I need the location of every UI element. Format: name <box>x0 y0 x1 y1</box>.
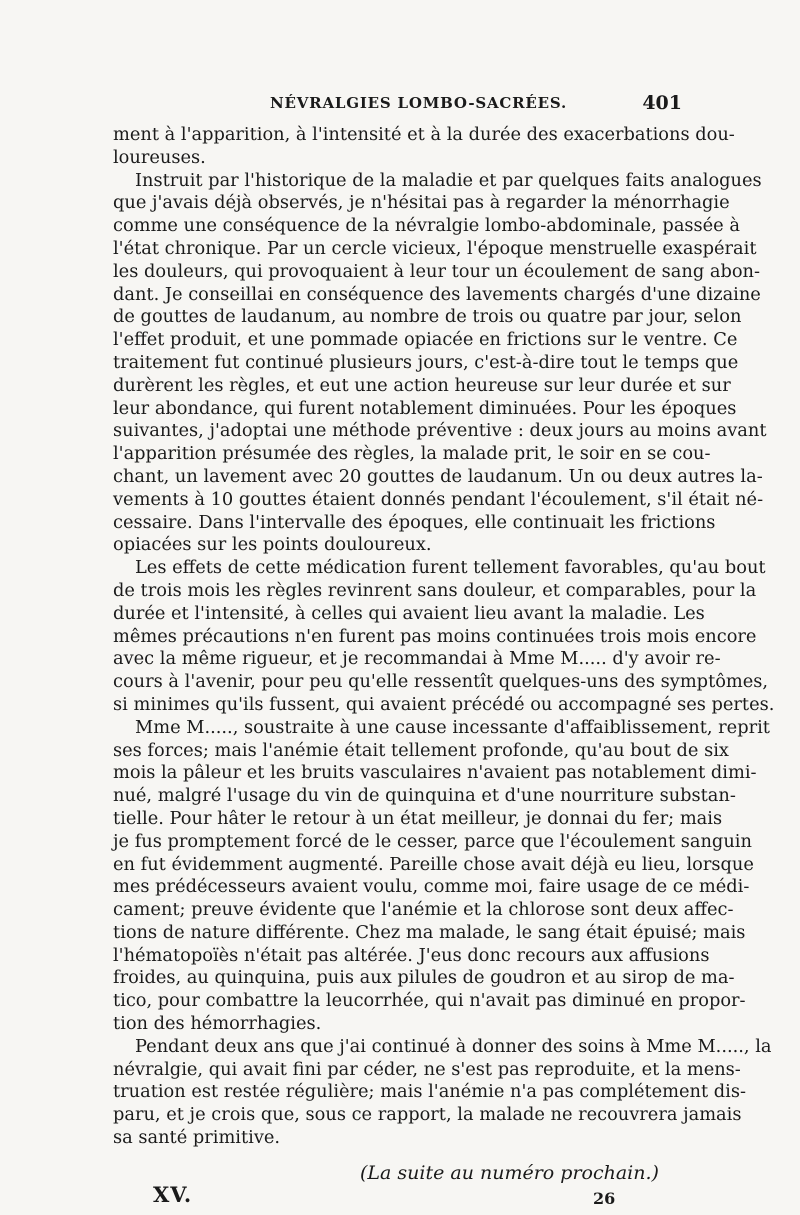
text-line: froides, au quinquina, puis aux pilules de goudron et au sirop de ma- <box>113 967 735 989</box>
text-line: l'apparition présumée des règles, la malade prit, le soir en se cou- <box>113 443 711 465</box>
text-line: comme une conséquence de la névralgie lombo-abdominale, passée à <box>113 215 740 237</box>
text-line: cessaire. Dans l'intervalle des époques, elle continuait les frictions <box>113 511 716 533</box>
running-head: NÉVRALGIES LOMBO-SACRÉES. <box>270 94 568 112</box>
continuation-note: (La suite au numéro prochain.) <box>360 1162 659 1184</box>
text-line: dant. Je conseillai en conséquence des lavements chargés d'une dizaine <box>113 283 761 305</box>
text-line: leur abondance, qui furent notablement diminuées. Pour les époques <box>113 397 737 419</box>
text-line: tion des hémorrhagies. <box>113 1013 322 1035</box>
text-line: tions de nature différente. Chez ma malade, le sang était épuisé; mais <box>113 921 746 943</box>
text-line: mêmes précautions n'en furent pas moins continuées trois mois encore <box>113 625 757 647</box>
text-line: truation est restée régulière; mais l'anémie n'a pas complétement dis- <box>113 1081 746 1103</box>
text-line: cament; preuve évidente que l'anémie et la chlorose sont deux affec- <box>113 899 734 921</box>
text-line: mois la pâleur et les bruits vasculaires n'avaient pas notablement dimi- <box>113 762 757 784</box>
text-line: paru, et je crois que, sous ce rapport, la malade ne recouvrera jamais <box>113 1104 742 1126</box>
text-line: loureuses. <box>113 146 206 168</box>
text-line: sa santé primitive. <box>113 1127 281 1149</box>
text-line: de trois mois les règles revinrent sans douleur, et comparables, pour la <box>113 579 757 601</box>
text-line: durèrent les règles, et eut une action heureuse sur leur durée et sur <box>113 374 731 396</box>
text-line: tielle. Pour hâter le retour à un état meilleur, je donnai du fer; mais <box>113 807 723 829</box>
text-line: avec la même rigueur, et je recommandai à Mme M..... d'y avoir re- <box>113 648 721 670</box>
text-line: cours à l'avenir, pour peu qu'elle ressentît quelques-uns des symptômes, <box>113 671 769 693</box>
text-line: traitement fut continué plusieurs jours, c'est-à-dire tout le temps que <box>113 351 739 373</box>
text-line: mes prédécesseurs avaient voulu, comme moi, faire usage de ce médi- <box>113 876 750 898</box>
text-line: tico, pour combattre la leucorrhée, qui n'avait pas diminué en propor- <box>113 990 746 1012</box>
text-line: vements à 10 gouttes étaient donnés pendant l'écoulement, s'il était né- <box>113 488 764 510</box>
text-line: névralgie, qui avait fini par céder, ne s'est pas reproduite, et la mens- <box>113 1058 741 1080</box>
text-line: nué, malgré l'usage du vin de quinquina et d'une nourriture substan- <box>113 785 736 807</box>
text-line: l'état chronique. Par un cercle vicieux, l'époque menstruelle exaspérait <box>113 237 757 259</box>
text-line: Les effets de cette médication furent tellement favorables, qu'au bout <box>135 557 766 579</box>
text-line: Mme M....., soustraite à une cause incessante d'affaiblissement, reprit <box>135 716 770 738</box>
text-line: je fus promptement forcé de le cesser, parce que l'écoulement sanguin <box>113 830 752 852</box>
text-line: ment à l'apparition, à l'intensité et à la durée des exacerbations dou- <box>113 124 735 145</box>
page-number: 401 <box>642 92 682 114</box>
text-line: Pendant deux ans que j'ai continué à donner des soins à Mme M....., la <box>135 1035 772 1057</box>
text-line: Instruit par l'historique de la maladie et par quelques faits analogues <box>135 169 762 191</box>
text-line: durée et l'intensité, à celles qui avaient lieu avant la maladie. Les <box>113 602 705 624</box>
sheet-number: 26 <box>593 1189 616 1208</box>
signature-mark: XV. <box>153 1182 193 1207</box>
text-line: si minimes qu'ils fussent, qui avaient précédé ou accompagné ses pertes. <box>113 693 775 715</box>
text-line: suivantes, j'adoptai une méthode préventive : deux jours au moins avant <box>113 420 767 442</box>
text-line: les douleurs, qui provoquaient à leur tour un écoulement de sang abon- <box>113 260 761 282</box>
text-line: opiacées sur les points douloureux. <box>113 534 432 556</box>
page-header <box>120 94 682 118</box>
text-line: que j'avais déjà observés, je n'hésitai pas à regarder la ménorrhagie <box>113 192 730 214</box>
text-line: l'effet produit, et une pommade opiacée en frictions sur le ventre. Ce <box>113 329 738 351</box>
body-text <box>113 124 775 1150</box>
text-line: ses forces; mais l'anémie était tellement profonde, qu'au bout de six <box>113 739 729 761</box>
text-line: l'hématopoïès n'était pas altérée. J'eus donc recours aux affusions <box>113 944 710 966</box>
text-line: chant, un lavement avec 20 gouttes de laudanum. Un ou deux autres la- <box>113 465 763 487</box>
text-line: de gouttes de laudanum, au nombre de trois ou quatre par jour, selon <box>113 306 742 328</box>
text-line: en fut évidemment augmenté. Pareille chose avait déjà eu lieu, lorsque <box>113 853 754 875</box>
